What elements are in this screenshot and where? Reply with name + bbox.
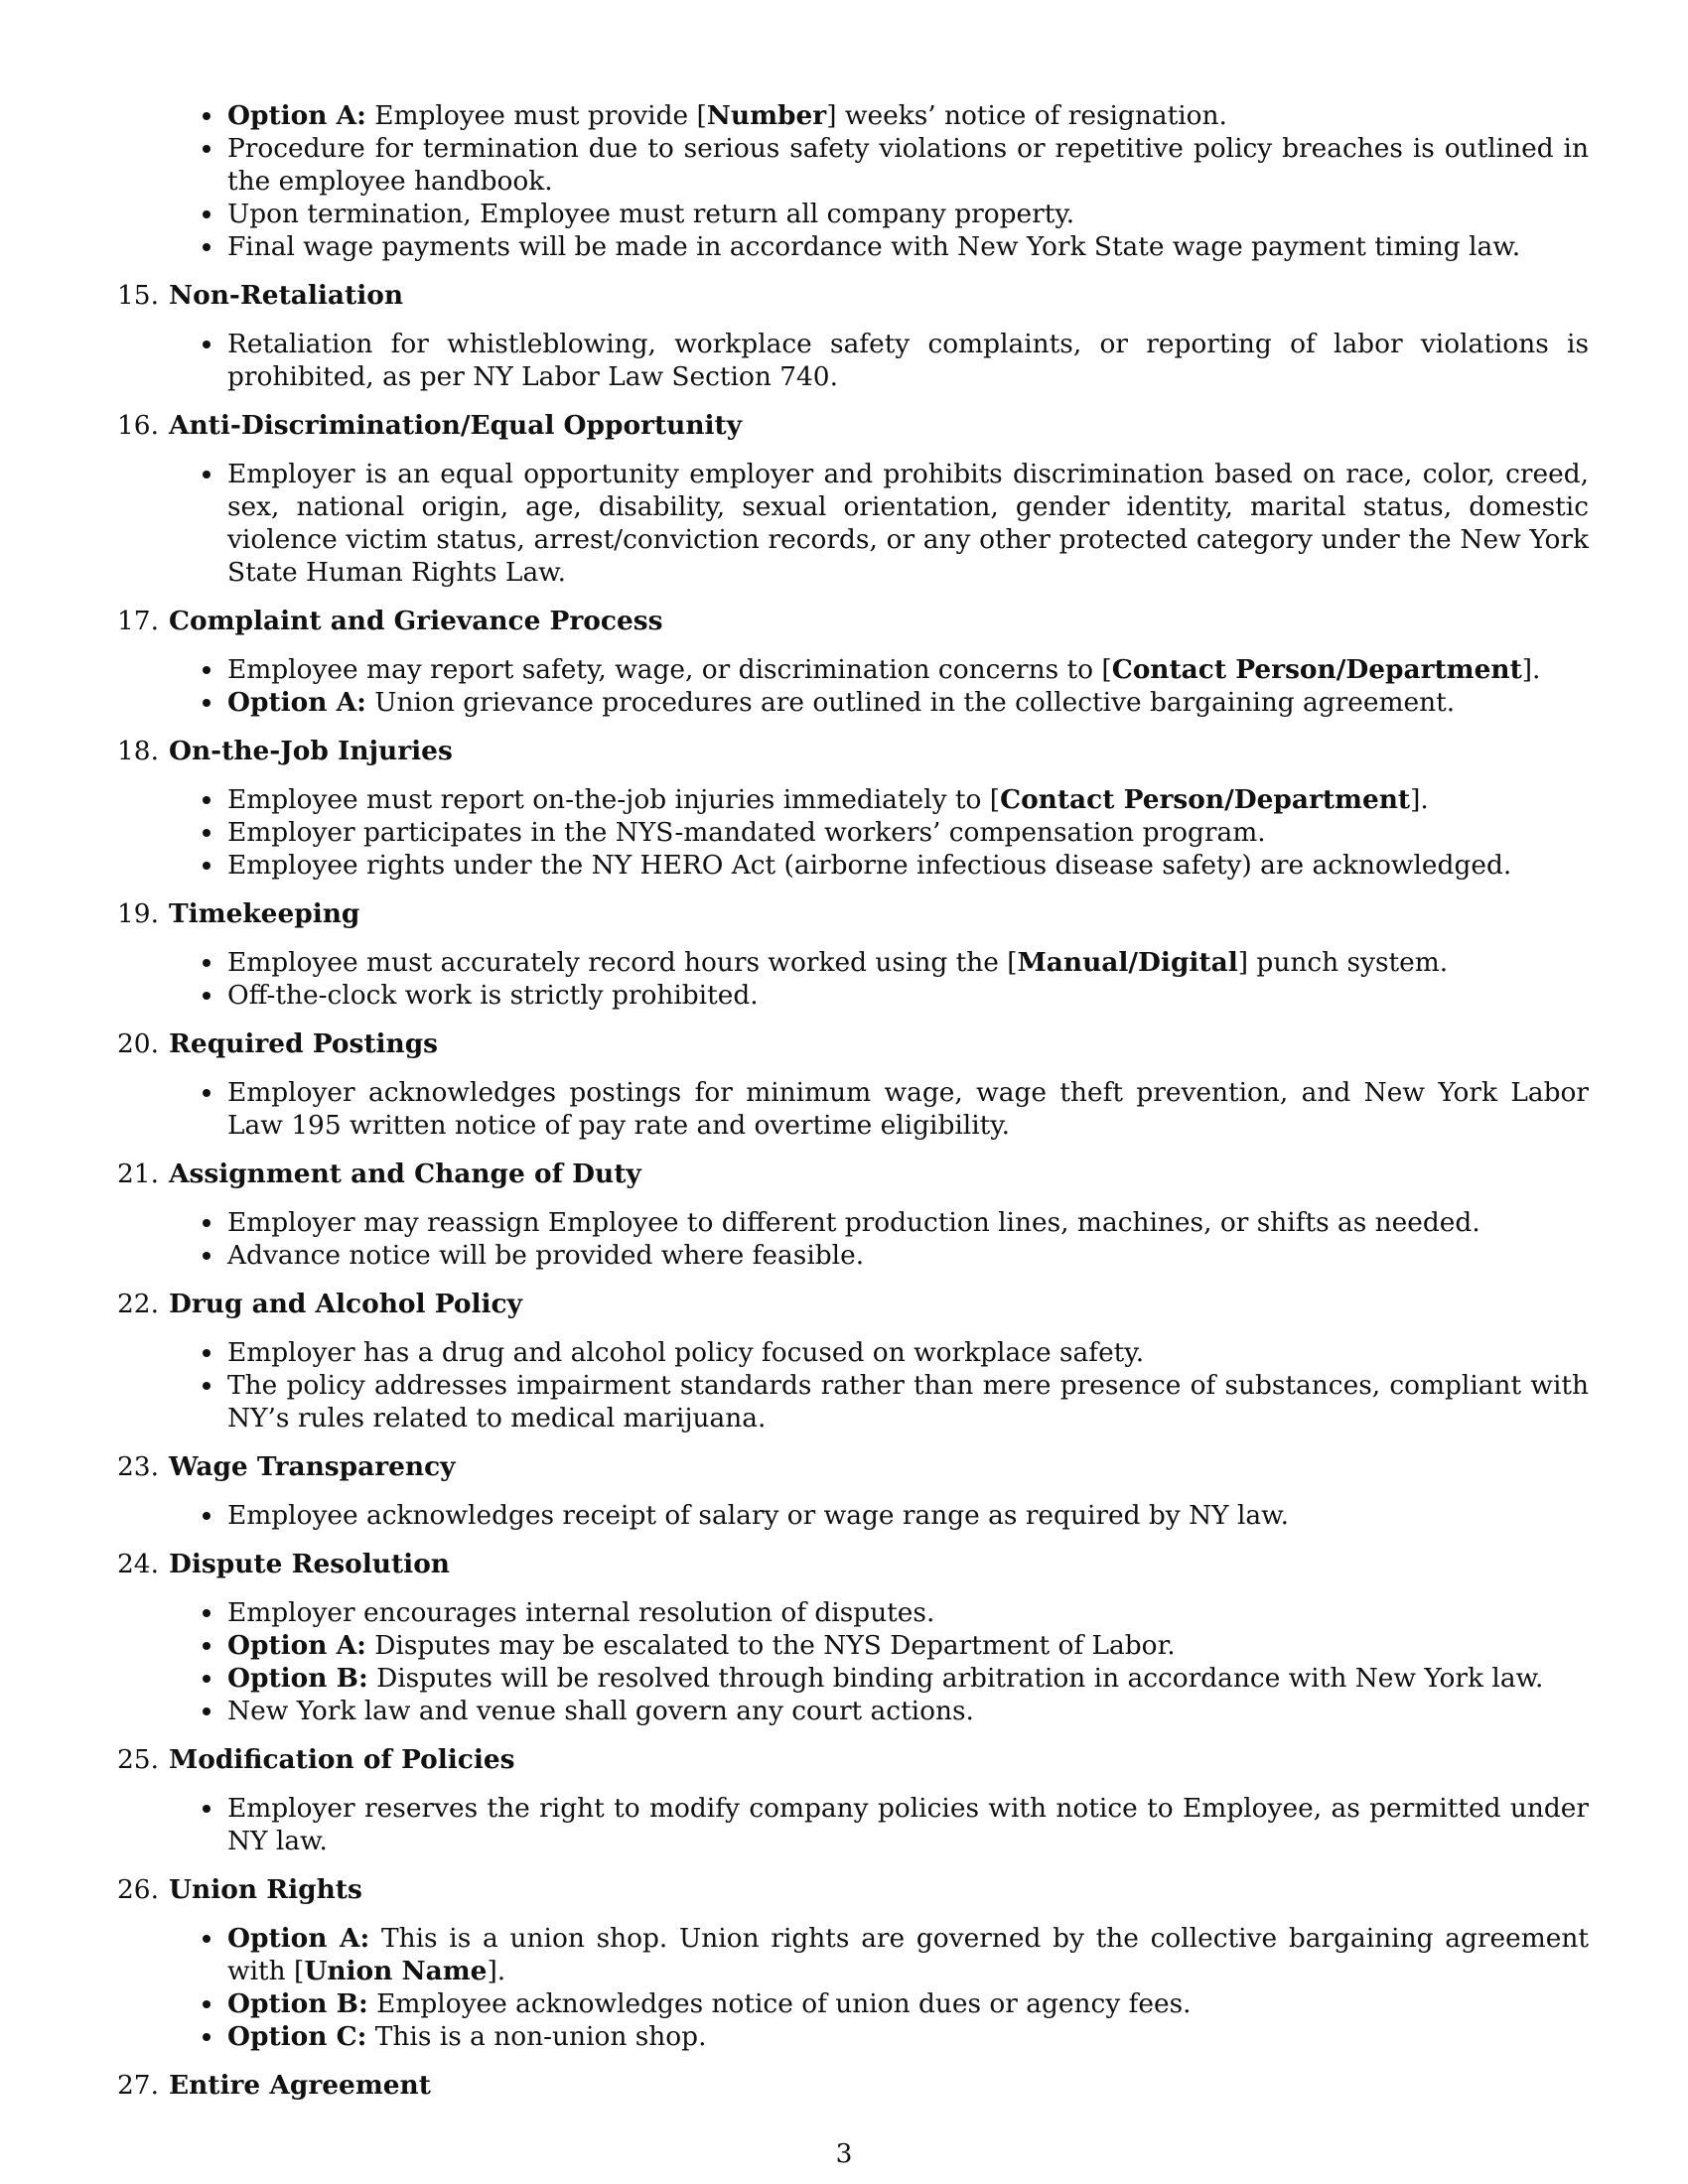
list-item bbox=[109, 1239, 1589, 1272]
text-run: Employer reserves the right to modify company policies with notice to Employee, as permitted under NY law. bbox=[227, 1793, 1589, 1856]
list-item bbox=[109, 1076, 1589, 1142]
text-run: Employee must report on-the-job injuries immediately to [ bbox=[227, 784, 1001, 815]
text-run: Retaliation for whistleblowing, workplace safety complaints, or reporting of labor violations is prohibited, as per NY Labor Law Section 740. bbox=[227, 329, 1589, 392]
text-run: Union grievance procedures are outlined in the collective bargaining agreement. bbox=[365, 687, 1456, 718]
list-item bbox=[109, 849, 1589, 882]
section-number: 27. bbox=[117, 2070, 159, 2101]
text-run: New York law and venue shall govern any court actions. bbox=[227, 1696, 974, 1726]
text-run: Upon termination, Employee must return all company property. bbox=[227, 199, 1075, 229]
section-title: Entire Agreement bbox=[169, 2070, 431, 2101]
text-run: Employee may report safety, wage, or discrimination concerns to [ bbox=[227, 654, 1112, 685]
text-run: ]. bbox=[1410, 784, 1429, 815]
section bbox=[109, 605, 1589, 719]
bold-text: Contact Person/Department bbox=[1000, 784, 1411, 815]
list-item bbox=[109, 230, 1589, 263]
section bbox=[109, 1027, 1589, 1142]
text-run: The policy addresses impairment standards rather than mere presence of substances, compliant with NY’s rules related to medical marijuana. bbox=[227, 1370, 1589, 1433]
section-title: On-the-Job Injuries bbox=[169, 736, 453, 766]
list-item bbox=[109, 1499, 1589, 1532]
list-item bbox=[109, 686, 1589, 719]
bold-text: Option C: bbox=[227, 2021, 367, 2052]
section bbox=[109, 1450, 1589, 1532]
text-run: ] weeks’ notice of resignation. bbox=[826, 100, 1227, 131]
section-bullet-list bbox=[109, 1499, 1589, 1532]
text-run: Employer may reassign Employee to different production lines, machines, or shifts as needed. bbox=[227, 1207, 1480, 1238]
section bbox=[109, 409, 1589, 589]
section-title: Dispute Resolution bbox=[169, 1549, 450, 1579]
section-number: 26. bbox=[117, 1874, 159, 1905]
list-item bbox=[109, 1336, 1589, 1369]
text-run: Employer is an equal opportunity employer and prohibits discrimination based on race, color, creed, sex, national origin, age, disability, sexual orientation, gender identity, marital status, domestic violence victim status, arrest/conviction records, or any other protected category under the New York State Human Rights Law. bbox=[227, 459, 1589, 588]
list-item bbox=[109, 946, 1589, 979]
list-item bbox=[109, 1695, 1589, 1727]
section-bullet-list bbox=[109, 1596, 1589, 1727]
list-item bbox=[109, 653, 1589, 686]
section-title: Required Postings bbox=[169, 1028, 439, 1059]
list-item bbox=[109, 1662, 1589, 1695]
section-title: Anti-Discrimination/Equal Opportunity bbox=[169, 410, 743, 441]
section-title: Wage Transparency bbox=[169, 1451, 456, 1482]
bold-text: Contact Person/Department bbox=[1111, 654, 1522, 685]
section-number: 24. bbox=[117, 1549, 159, 1579]
section bbox=[109, 1743, 1589, 1857]
text-run: Advance notice will be provided where feasible. bbox=[227, 1240, 865, 1271]
bold-text: Number bbox=[706, 100, 827, 131]
section-heading bbox=[109, 1548, 1589, 1580]
section bbox=[109, 897, 1589, 1012]
list-item bbox=[109, 1629, 1589, 1662]
text-run: ]. bbox=[1521, 654, 1541, 685]
bold-text: Option A: bbox=[227, 100, 366, 131]
text-run: Employer participates in the NYS-mandated workers’ compensation program. bbox=[227, 817, 1266, 848]
page-content bbox=[109, 99, 1589, 2102]
section-heading bbox=[109, 605, 1589, 637]
text-run: Employee acknowledges receipt of salary or wage range as required by NY law. bbox=[227, 1500, 1290, 1531]
text-run: Off-the-clock work is strictly prohibited. bbox=[227, 980, 759, 1011]
section-bullet-list bbox=[109, 1336, 1589, 1434]
text-run: Employee must provide [ bbox=[365, 100, 707, 131]
text-run: Employer encourages internal resolution of disputes. bbox=[227, 1597, 935, 1628]
section-number: 25. bbox=[117, 1744, 159, 1775]
section-title: Modification of Policies bbox=[169, 1744, 515, 1775]
list-item bbox=[109, 132, 1589, 198]
section-number: 18. bbox=[117, 736, 159, 766]
section-bullet-list bbox=[109, 1792, 1589, 1857]
text-run: Employee must accurately record hours worked using the [ bbox=[227, 947, 1018, 978]
page-number: 3 bbox=[835, 2138, 853, 2169]
bold-text: Union Name bbox=[304, 1956, 488, 1986]
section-heading bbox=[109, 279, 1589, 312]
section-number: 17. bbox=[117, 606, 159, 636]
list-item bbox=[109, 2020, 1589, 2053]
text-run: Final wage payments will be made in accordance with New York State wage payment timing law. bbox=[227, 231, 1521, 262]
section bbox=[109, 2069, 1589, 2102]
text-run: Employee rights under the NY HERO Act (airborne infectious disease safety) are acknowledged. bbox=[227, 850, 1512, 881]
list-item bbox=[109, 783, 1589, 816]
section bbox=[109, 1873, 1589, 2053]
text-run: This is a non-union shop. bbox=[366, 2021, 707, 2052]
list-item bbox=[109, 1369, 1589, 1434]
list-item bbox=[109, 1596, 1589, 1629]
text-run: ] punch system. bbox=[1237, 947, 1449, 978]
section bbox=[109, 1288, 1589, 1434]
section-bullet-list bbox=[109, 328, 1589, 393]
bold-text: Option B: bbox=[227, 1988, 368, 2019]
text-run: ]. bbox=[487, 1956, 506, 1986]
bold-text: Option A: bbox=[227, 687, 366, 718]
section-bullet-list bbox=[109, 783, 1589, 882]
section-bullet-list bbox=[109, 946, 1589, 1012]
section-title: Complaint and Grievance Process bbox=[169, 606, 663, 636]
section-heading bbox=[109, 1288, 1589, 1320]
list-item bbox=[109, 198, 1589, 230]
text-run: This is a union shop. Union rights are governed by the collective bargaining agreement with [ bbox=[227, 1923, 1589, 1986]
section-title: Drug and Alcohol Policy bbox=[169, 1289, 522, 1319]
section-title: Non-Retaliation bbox=[169, 280, 404, 311]
section-bullet-list bbox=[109, 1076, 1589, 1142]
numbered-sections bbox=[109, 279, 1589, 2102]
list-item bbox=[109, 99, 1589, 132]
list-item bbox=[109, 1922, 1589, 1987]
section-number: 20. bbox=[117, 1028, 159, 1059]
section-number: 21. bbox=[117, 1159, 159, 1189]
bold-text: Option A: bbox=[227, 1923, 370, 1954]
section-bullet-list bbox=[109, 458, 1589, 589]
text-run: Employer acknowledges postings for minimum wage, wage theft prevention, and New York Labor Law 195 written notice of pay rate and overtime eligibility. bbox=[227, 1077, 1589, 1141]
section-title: Timekeeping bbox=[169, 898, 360, 929]
section-heading bbox=[109, 897, 1589, 930]
section-heading bbox=[109, 409, 1589, 442]
section-heading bbox=[109, 1158, 1589, 1190]
section-number: 19. bbox=[117, 898, 159, 929]
list-item bbox=[109, 816, 1589, 849]
text-run: Disputes will be resolved through binding arbitration in accordance with New York law. bbox=[367, 1663, 1544, 1694]
section-heading bbox=[109, 1027, 1589, 1060]
section-bullet-list bbox=[109, 1922, 1589, 2053]
text-run: Employer has a drug and alcohol policy focused on workplace safety. bbox=[227, 1337, 1145, 1368]
section-bullet-list bbox=[109, 653, 1589, 719]
section-heading bbox=[109, 2069, 1589, 2102]
section bbox=[109, 279, 1589, 393]
bold-text: Option A: bbox=[227, 1630, 366, 1661]
section-heading bbox=[109, 735, 1589, 767]
continued-bullet-list bbox=[109, 99, 1589, 263]
list-item bbox=[109, 1987, 1589, 2020]
section-number: 15. bbox=[117, 280, 159, 311]
section bbox=[109, 1158, 1589, 1272]
section-title: Assignment and Change of Duty bbox=[169, 1159, 641, 1189]
section-number: 23. bbox=[117, 1451, 159, 1482]
list-item bbox=[109, 1792, 1589, 1857]
section bbox=[109, 1548, 1589, 1727]
section-bullet-list bbox=[109, 1206, 1589, 1272]
section-number: 22. bbox=[117, 1289, 159, 1319]
section bbox=[109, 735, 1589, 882]
list-item bbox=[109, 1206, 1589, 1239]
text-run: Employee acknowledges notice of union dues or agency fees. bbox=[367, 1988, 1192, 2019]
list-item bbox=[109, 979, 1589, 1012]
bold-text: Manual/Digital bbox=[1017, 947, 1238, 978]
section-title: Union Rights bbox=[169, 1874, 362, 1905]
list-item bbox=[109, 328, 1589, 393]
text-run: Disputes may be escalated to the NYS Department of Labor. bbox=[365, 1630, 1176, 1661]
section-heading bbox=[109, 1873, 1589, 1906]
list-item bbox=[109, 458, 1589, 589]
bold-text: Option B: bbox=[227, 1663, 368, 1694]
section-heading bbox=[109, 1743, 1589, 1776]
section-heading bbox=[109, 1450, 1589, 1483]
text-run: Procedure for termination due to serious safety violations or repetitive policy breaches is outlined in the employee handbook. bbox=[227, 133, 1589, 197]
section-number: 16. bbox=[117, 410, 159, 441]
